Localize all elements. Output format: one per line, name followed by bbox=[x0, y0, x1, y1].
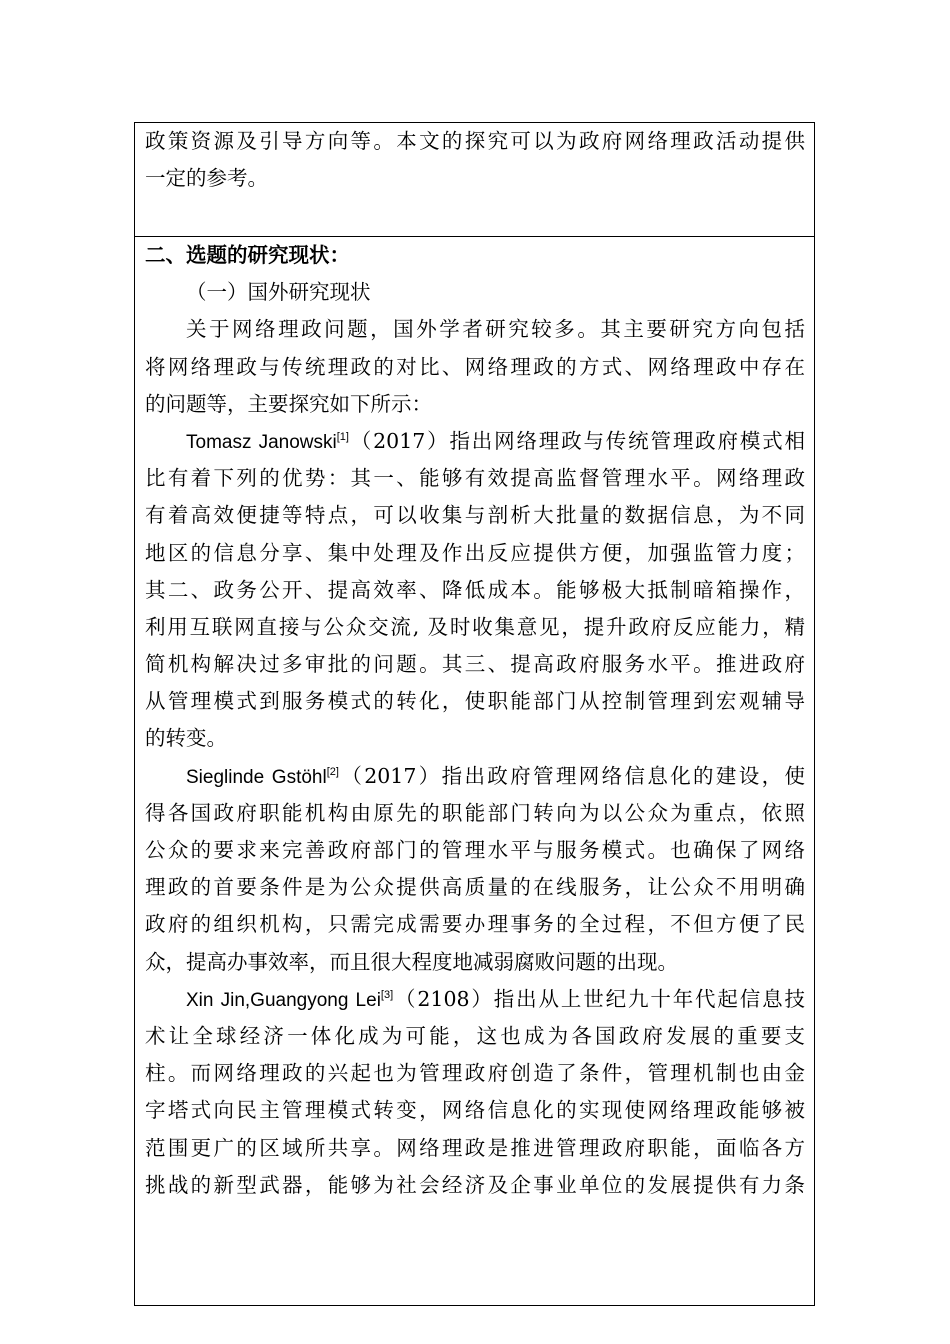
ref2-line: 理政的首要条件是为公众提供高质量的在线服务，让公众不用明确 bbox=[145, 875, 805, 900]
ref3-line: 术让全球经济一体化成为可能，这也成为各国政府发展的重要支 bbox=[145, 1023, 805, 1048]
ref2-line: 公众的要求来完善政府部门的管理水平与服务模式。也确保了网络 bbox=[145, 838, 805, 862]
ref3-line: 柱。而网络理政的兴起也为管理政府创造了条件，管理机制也由金 bbox=[145, 1061, 805, 1086]
ref3-line: 挑战的新型武器，能够为社会经济及企事业单位的发展提供有力条 bbox=[145, 1172, 805, 1197]
intro-line: 的问题等，主要探究如下所示： bbox=[145, 391, 432, 416]
ref2-line: 政府的组织机构，只需完成需要办理事务的全过程，不但方便了民 bbox=[145, 912, 805, 937]
ref3-line: 范围更广的区域所共享。网络理政是推进管理政府职能，面临各方 bbox=[145, 1135, 805, 1160]
ref3-lead-text: （2108）指出从上世纪九十年代起信息技 bbox=[393, 986, 805, 1011]
research-status-cell bbox=[135, 237, 814, 1305]
ref2-lead-line bbox=[145, 758, 805, 795]
ref3-line: 字塔式向民主管理模式转变，网络信息化的实现使网络理政能够被 bbox=[145, 1098, 805, 1123]
ref1-line: 从管理模式到服务模式的转化，使职能部门从控制管理到宏观辅导 bbox=[145, 689, 805, 714]
ref3-author: Xin Jin,Guangyong Lei bbox=[186, 989, 381, 1011]
text-line: 政策资源及引导方向等。本文的探究可以为政府网络理政活动提供 bbox=[145, 129, 805, 153]
ref1-line: 的转变。 bbox=[145, 726, 227, 751]
ref2-citation: [2] bbox=[326, 765, 339, 778]
ref1-lead-text: （2017）指出网络理政与传统管理政府模式相 bbox=[348, 428, 805, 453]
ref3-citation: [3] bbox=[380, 988, 394, 1001]
document-table bbox=[134, 122, 815, 1306]
ref1-line: 简机构解决过多审批的问题。其三、提高政府服务水平。推进政府 bbox=[145, 652, 805, 677]
ref1-line: 其二、政务公开、提高效率、降低成本。能够极大抵制暗箱操作， bbox=[145, 577, 805, 602]
ref1-citation: [1] bbox=[336, 430, 349, 443]
top-cell bbox=[135, 123, 814, 237]
text-line: 一定的参考。 bbox=[145, 166, 268, 191]
ref1-line: 有着高效便捷等特点，可以收集与剖析大批量的数据信息，为不同 bbox=[145, 503, 805, 528]
ref2-line: 得各国政府职能机构由原先的职能部门转向为以公众为重点，依照 bbox=[145, 800, 805, 825]
ref1-lead-line bbox=[145, 423, 805, 460]
ref2-line: 众，提高办事效率，而且很大程度地减弱腐败问题的出现。 bbox=[145, 949, 678, 974]
ref1-author: Tomasz Janowski bbox=[186, 431, 337, 453]
ref3-lead-line bbox=[145, 981, 805, 1018]
section-subheading: （一）国外研究现状 bbox=[186, 280, 371, 305]
ref2-lead-text: （2017）指出政府管理网络信息化的建设，使 bbox=[338, 763, 805, 788]
ref1-line: 地区的信息分享、集中处理及作出反应提供方便，加强监管力度； bbox=[145, 540, 805, 565]
section-heading: 二、选题的研究现状： bbox=[145, 243, 350, 267]
intro-line: 关于网络理政问题，国外学者研究较多。其主要研究方向包括 bbox=[186, 317, 805, 342]
ref2-author: Sieglinde Gstöhl bbox=[186, 766, 327, 788]
intro-line: 将网络理政与传统理政的对比、网络理政的方式、网络理政中存在 bbox=[145, 354, 805, 379]
ref1-line: 利用互联网直接与公众交流, 及时收集意见，提升政府反应能力，精 bbox=[145, 614, 805, 639]
ref1-line: 比有着下列的优势：其一、能够有效提高监督管理水平。网络理政 bbox=[145, 466, 805, 491]
